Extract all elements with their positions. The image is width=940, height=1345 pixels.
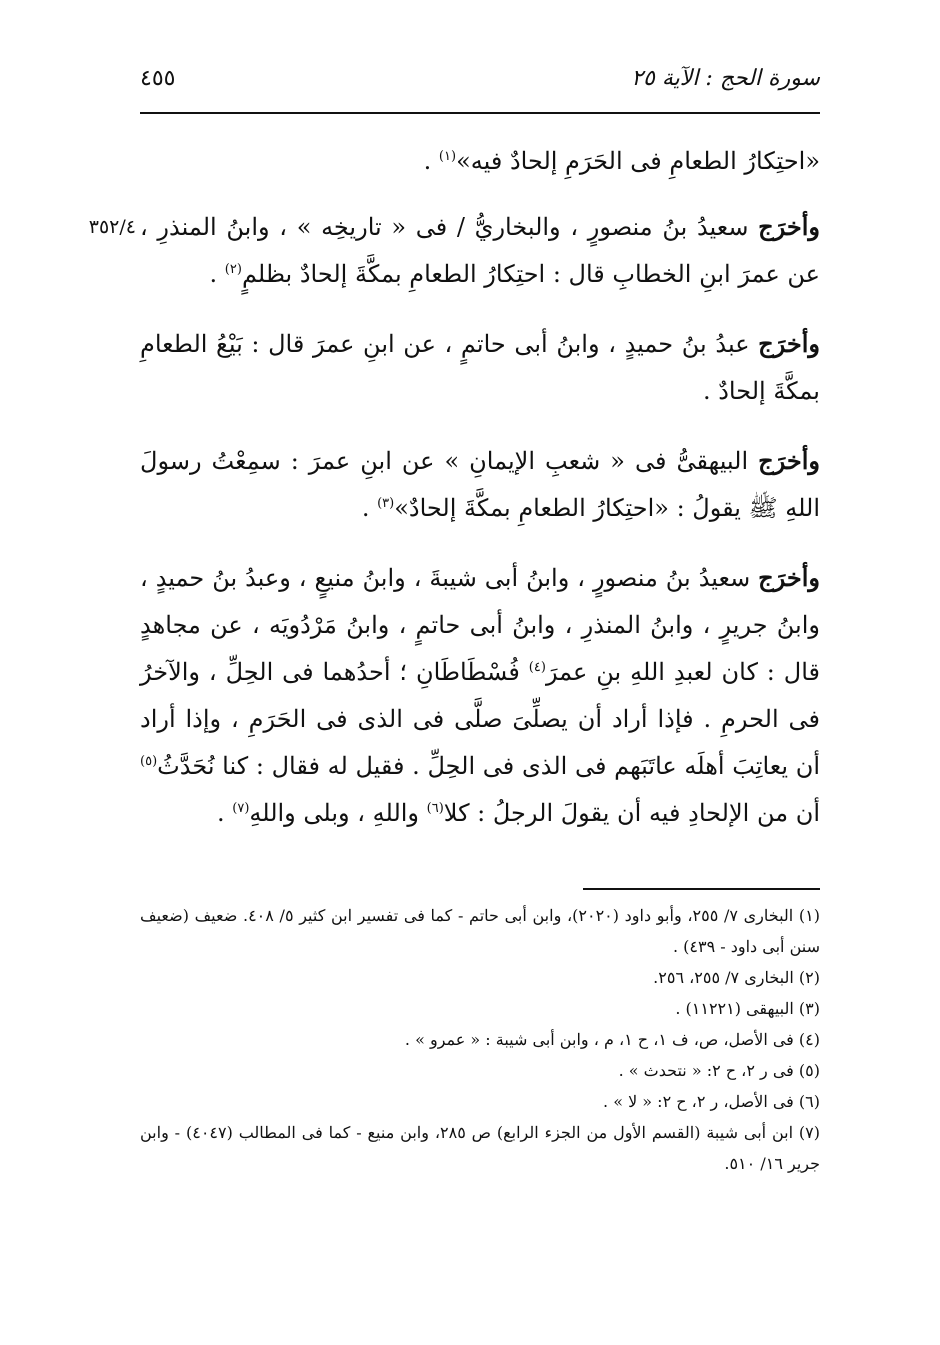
paragraph-tail: أن من الإلحادِ فيه أن يقولَ الرجلُ : كلا (443, 799, 820, 827)
paragraph-1 (140, 138, 820, 185)
footnote-marker: (٢) (224, 262, 242, 277)
footnote-marker: (١) (438, 149, 457, 164)
footnotes (140, 900, 820, 1179)
paragraph-tail: . (209, 260, 225, 288)
footnote-5: (٥) فى ر ٢، ح ٢: « نتحدث » . (618, 1061, 820, 1080)
running-header (140, 58, 820, 98)
paragraph-4 (140, 437, 820, 532)
paragraph-lead: وأخرَج (758, 563, 820, 592)
paragraph-text: «احتِكارُ الطعامِ فى الحَرَمِ إلحادٌ فيه» (456, 147, 820, 175)
footnote-3: (٣) البيهقى (١١٢٢١) . (675, 999, 820, 1018)
paragraph-text: البيهقىُّ فى « شعبِ الإيمانِ » عن ابنِ عمرَ : سمِعْتُ رسولَ اللهِ ﷺ يقولُ : «احتِكارُ الطعامِ بمكَّةَ إلحادٌ» (140, 447, 820, 522)
header-title: سورة الحج : الآية ٢٥ (631, 65, 820, 91)
footnote-marker: (٣) (377, 496, 395, 511)
paragraph-lead: وأخرَج (758, 212, 820, 241)
margin-reference: ٣٥٢/٤ (88, 216, 136, 238)
paragraph-lead: وأخرَج (758, 329, 820, 358)
paragraph-2 (140, 203, 820, 298)
paragraph-tail: . (423, 147, 439, 175)
paragraph-5 (140, 554, 820, 837)
paragraph-tail: فُسْطَاطَانِ ؛ أحدُهما فى الحِلِّ ، والآخرُ فى الحرمِ . فإذا أراد أن يصلِّىَ صلَّى فى الذى فى الحَرَمِ ، وإذا أراد أن يعاتِبَ أهلَه عاتَبَهم فى الذى فى الحِلِّ . فقيل له فقال : كنا نُحَدَّثُ (140, 658, 820, 780)
paragraph-text: سعيدُ بنُ منصورٍ ، والبخاريُّ / فى « تاريخِه » ، وابنُ المنذرِ ، عن عمرَ ابنِ الخطابِ قال : احتِكارُ الطعامِ بمكَّةَ إلحادٌ بظلمٍ (140, 213, 820, 288)
header-rule (140, 112, 820, 114)
main-text (140, 138, 820, 859)
paragraph-tail: واللهِ ، وبلى واللهِ (249, 799, 427, 827)
footnote-4: (٤) فى الأصل، ص، ف ١، ح ١، م ، وابن أبى شيبة : « عمرو » . (404, 1030, 820, 1049)
paragraph-3 (140, 320, 820, 415)
paragraph-tail: . (216, 799, 233, 827)
paragraph-lead: وأخرَج (758, 446, 820, 475)
paragraph-tail: . (361, 494, 378, 522)
paragraph-text: سعيدُ بنُ منصورٍ ، وابنُ أبى شيبةَ ، وابنُ منيعٍ ، وعبدُ بنُ حميدٍ ، وابنُ جريرٍ ، وابنُ المنذرِ ، وابنُ أبى حاتمٍ ، وابنُ مَرْدُويَه ، عن مجاهدٍ قال : كان لعبدِ اللهِ بنِ عمرَ (140, 564, 821, 686)
footnote-marker: (٧) (232, 801, 250, 816)
footnote-marker: (٥) (140, 754, 158, 769)
page-number: ٤٥٥ (140, 65, 176, 91)
footnote-6: (٦) فى الأصل، ر ٢، ح ٢: « لا » . (603, 1092, 820, 1111)
footnote-1: (١) البخارى ٧/ ٢٥٥، وأبو داود (٢٠٢٠)، وابن أبى حاتم - كما فى تفسير ابن كثير ٥/ ٤٠٨. ضعيف (ضعيف سنن أبى داود - ٤٣٩) . (140, 906, 821, 956)
footnote-2: (٢) البخارى ٧/ ٢٥٥، ٢٥٦. (653, 968, 820, 987)
footnote-marker: (٦) (426, 801, 444, 816)
footnote-rule (583, 888, 820, 890)
paragraph-text: عبدُ بنُ حميدٍ ، وابنُ أبى حاتمٍ ، عن ابنِ عمرَ قال : بَيْعُ الطعامِ بمكَّةَ إلحادٌ . (140, 330, 820, 405)
footnote-7: (٧) ابن أبى شيبة (القسم الأول من الجزء الرابع) ص ٢٨٥، وابن منيع - كما فى المطالب (٤٠٤٧) - وابن جرير ١٦/ ٥١٠. (140, 1123, 821, 1173)
footnote-marker: (٤) (528, 660, 546, 675)
